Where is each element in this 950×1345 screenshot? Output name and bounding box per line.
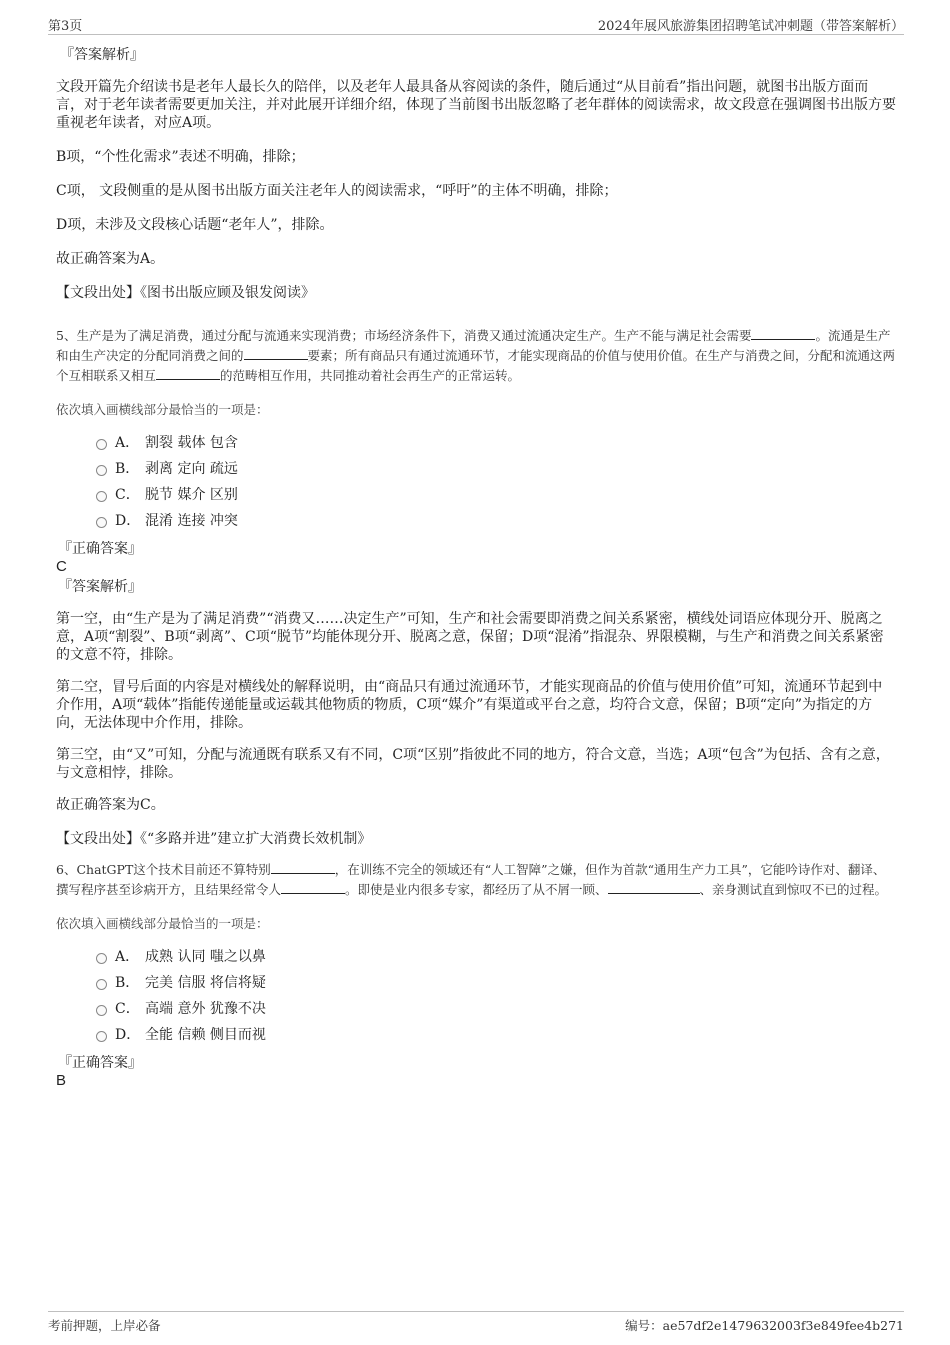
answer-blank [271,861,335,874]
analysis-paragraph: 故正确答案为C。 [56,797,165,813]
question-6-options [96,944,896,1048]
page-content [56,46,896,1090]
option-d[interactable]: D． 全能 信赖 侧目而视 [96,1022,896,1048]
answer-blank [156,367,220,380]
analysis-label: 『答案解析』 [58,579,142,595]
question-prompt: 依次填入画横线部分最恰当的一项是： [56,916,269,931]
radio-button-icon[interactable] [96,465,107,476]
radio-button-icon[interactable] [96,1005,107,1016]
analysis-paragraph: 第二空，冒号后面的内容是对横线处的解释说明，由“商品只有通过流通环节，才能实现商品的价值与使用价值”可知，流通环节起到中介作用，A项“载体”指能传递能量或运载其他物质的物质，C项“媒介”有渠道或平台之意，均符合文意，保留；B项“定向”为指定的方向，无法体现中介作用，排除。 [56,679,883,731]
radio-button-icon[interactable] [96,491,107,502]
option-b[interactable]: B． 剥离 定向 疏远 [96,456,896,482]
source-citation: 【文段出处】《图书出版应顾及银发阅读》 [56,285,315,301]
source-citation: 【文段出处】《“多路并进”建立扩大消费长效机制》 [56,831,372,847]
answer-blank [608,881,700,894]
option-c[interactable]: C． 高端 意外 犹豫不决 [96,996,896,1022]
question-5-text: 5、生产是为了满足消费，通过分配与流通来实现消费；市场经济条件下，消费又通过流通决定生产。生产不能与满足社会需要 。流通是生产和由生产决定的分配同消费之间的 要素；所有商品只有通过流通环节，才能实现商品的价值与使用价值。在生产与消费之间，分配和流通这两个互相联系又相互 的范畴相互作用，共同推动着社会再生产的正常运转。 [56,328,896,383]
option-a[interactable]: A． 成熟 认同 嗤之以鼻 [96,944,896,970]
correct-answer-label: 『正确答案』 [58,541,142,557]
analysis-paragraph: D项，未涉及文段核心话题“老年人”，排除。 [56,217,334,233]
option-d[interactable]: D． 混淆 连接 冲突 [96,508,896,534]
analysis-paragraph: 第一空，由“生产是为了满足消费”“消费又……决定生产”可知，生产和社会需要即消费之间关系紧密，横线处词语应体现分开、脱离之意，A项“割裂”、B项“剥离”、C项“脱节”均能体现分开、脱离之意，保留；D项“混淆”指混杂、界限模糊，与生产和消费之间关系紧密的文意不符，排除。 [56,611,884,663]
analysis-paragraph: C项， 文段侧重的是从图书出版方面关注老年人的阅读需求，“呼吁”的主体不明确，排除； [56,183,618,199]
analysis-paragraph: B项，“个性化需求”表述不明确，排除； [56,149,305,165]
document-id: 编号：ae57df2e1479632003f3e849fee4b271 [625,1318,904,1333]
radio-button-icon[interactable] [96,953,107,964]
page-number: 第3页 [48,19,83,34]
option-b[interactable]: B． 完美 信服 将信将疑 [96,970,896,996]
option-a[interactable]: A． 割裂 载体 包含 [96,430,896,456]
footer-slogan: 考前押题，上岸必备 [48,1318,161,1333]
analysis-label: 『答案解析』 [60,47,144,63]
document-title: 2024年展风旅游集团招聘笔试冲刺题（带答案解析） [597,19,904,34]
question-6-text: 6、ChatGPT这个技术目前还不算特别 ，在训练不完全的领域还有“人工智障”之嫌，但作为首款“通用生产力工具”，它能吟诗作对、翻译、撰写程序甚至诊病开方，且结果经常令人 。即使是业内很多专家，都经历了从不屑一顾、 、亲身测试直到惊叹不已的过程。 [56,862,888,897]
analysis-paragraph: 第三空，由“又”可知，分配与流通既有联系又有不同，C项“区别”指彼此不同的地方，符合文意，当选；A项“包含”为包括、含有之意，与文意相悖，排除。 [56,747,890,781]
answer-blank [244,347,308,360]
correct-answer: B [56,1072,67,1089]
radio-button-icon[interactable] [96,979,107,990]
question-5-options [96,430,896,534]
correct-answer: C [56,558,67,575]
correct-answer-label: 『正确答案』 [58,1055,142,1071]
radio-button-icon[interactable] [96,517,107,528]
answer-blank [751,327,815,340]
analysis-paragraph: 文段开篇先介绍读书是老年人最长久的陪伴，以及老年人最具备从容阅读的条件，随后通过“从目前看”指出问题，就图书出版方面而言，对于老年读者需要更加关注，并对此展开详细介绍，体现了当前图书出版忽略了老年群体的阅读需求，故文段意在强调图书出版方要重视老年读者，对应A项。 [56,79,896,131]
radio-button-icon[interactable] [96,1031,107,1042]
analysis-paragraph: 故正确答案为A。 [56,251,165,267]
question-prompt: 依次填入画横线部分最恰当的一项是： [56,402,269,417]
page-footer [48,1311,904,1334]
answer-blank [281,881,345,894]
page-header [48,12,904,35]
radio-button-icon[interactable] [96,439,107,450]
option-c[interactable]: C． 脱节 媒介 区别 [96,482,896,508]
